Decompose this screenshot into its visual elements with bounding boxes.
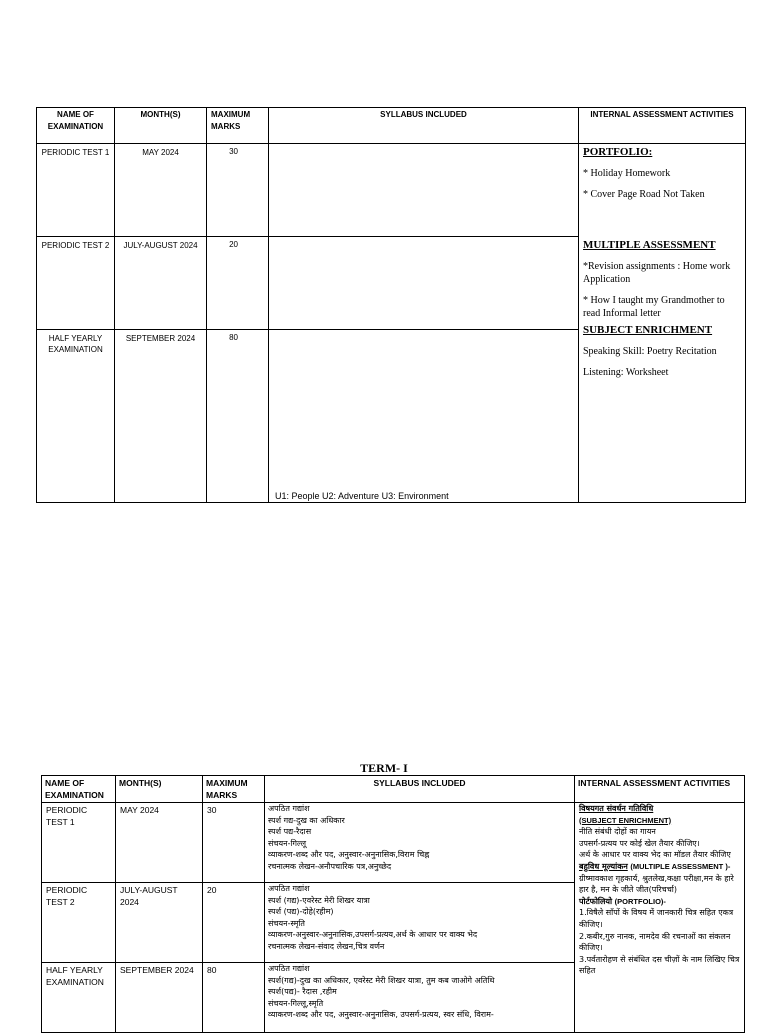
header-max-marks: MAXIMUM MARKS [203, 776, 265, 803]
exam-marks: 30 [207, 144, 269, 237]
syllabus-line: स्पर्श पद्य-रैदास [268, 827, 312, 837]
syllabus-cell [269, 330, 579, 503]
header-activities: INTERNAL ASSESSMENT ACTIVITIES [579, 108, 746, 144]
syllabus-cell [265, 883, 575, 963]
syllabus-line: रचनात्मक लेखन-अनौपचारिक पत्र,अनुच्छेद [268, 861, 392, 871]
exam-month: MAY 2024 [116, 803, 203, 883]
header-months: MONTH(S) [116, 776, 203, 803]
syllabus-line: संचयन-स्मृति [268, 918, 305, 928]
table-row [37, 144, 746, 237]
header-syllabus: SYLLABUS INCLUDED [265, 776, 575, 803]
portfolio-heading: PORTFOLIO: [583, 146, 653, 158]
syllabus-line: रचनात्मक लेखन-संवाद लेखन,चित्र वर्णन [268, 941, 385, 951]
syllabus-line: अपठित गद्यांश [268, 884, 310, 893]
exam-marks: 20 [207, 237, 269, 330]
exam-month: JULY-AUGUST 2024 [116, 883, 203, 963]
exam-name: PERIODIC TEST 1 [37, 144, 115, 237]
syllabus-line: स्पर्श(गद्य)-दुख का अधिकार, एवरेस्ट मेरी शिखर यात्रा, तुम कब जाओगे अतिथि [268, 975, 495, 985]
table-header-row [42, 776, 745, 803]
enrichment-item: अर्थ के आधार पर वाक्य भेद का मॉडल तैयार कीजिए [579, 850, 731, 860]
exam-name: HALF YEARLY EXAMINATION [37, 330, 115, 503]
portfolio-item: 2.कबीर,गुरु नानक, नामदेव की रचनाओं का संकलन कीजिए। [579, 931, 731, 953]
multiple-assessment-subheading: (MULTIPLE ASSESSMENT )- [630, 861, 731, 871]
syllabus-line: व्याकरण-शब्द और पद, अनुस्वार-अनुनासिक,विराम चिह्न [268, 850, 430, 860]
syllabus-line: स्पर्श(पद्य)- रैदास ,रहीम [268, 987, 337, 997]
term-title: TERM- I [360, 761, 408, 775]
header-max-marks: MAXIMUM MARKS [207, 108, 269, 144]
portfolio-subheading: (PORTFOLIO)- [614, 896, 666, 906]
enrichment-heading: विषयगत संवर्धन गतिविधि [579, 804, 654, 813]
subject-enrichment-heading: SUBJECT ENRICHMENT [583, 324, 713, 336]
syllabus-line: व्याकरण-अनुस्वार-अनुनासिक,उपसर्ग-प्रत्यय,अर्थ के आधार पर वाक्य भेद [268, 930, 478, 940]
enrichment-subheading: (SUBJECT ENRICHMENT) [579, 815, 672, 825]
syllabus-line: स्पर्श गद्य-दुख का अधिकार [268, 815, 345, 825]
syllabus-cell [269, 237, 579, 330]
multiple-assessment-heading: MULTIPLE ASSESSMENT [583, 239, 716, 251]
exam-month: MAY 2024 [115, 144, 207, 237]
header-months: MONTH(S) [115, 108, 207, 144]
exam-name: PERIODIC TEST 2 [42, 883, 116, 963]
exam-marks: 30 [203, 803, 265, 883]
activities-cell [579, 144, 746, 503]
portfolio-heading: पोर्टफोलियो [579, 896, 613, 906]
header-activities: INTERNAL ASSESSMENT ACTIVITIES [575, 776, 745, 803]
exam-marks: 80 [207, 330, 269, 503]
syllabus-line: संचयन-गिल्लू,स्मृति [268, 998, 324, 1008]
syllabus-cell [265, 963, 575, 1033]
exam-marks: 20 [203, 883, 265, 963]
subject-enrichment-item: Speaking Skill: Poetry Recitation [583, 346, 717, 357]
header-exam-name: NAME OF EXAMINATION [37, 108, 115, 144]
exam-name: PERIODIC TEST 2 [37, 237, 115, 330]
hindi-assessment-table [41, 775, 745, 1033]
portfolio-item: * Cover Page Road Not Taken [583, 189, 705, 200]
exam-month: SEPTEMBER 2024 [116, 963, 203, 1033]
header-exam-name: NAME OF EXAMINATION [42, 776, 116, 803]
units-text: U1: People U2: Adventure U3: Environment [275, 491, 449, 501]
syllabus-line: व्याकरण-शब्द और पद, अनुस्वार-अनुनासिक, उपसर्ग-प्रत्यय, स्वर संधि, विराम- [268, 1010, 494, 1020]
syllabus-line: संचयन-गिल्लू [268, 838, 307, 848]
exam-month: SEPTEMBER 2024 [115, 330, 207, 503]
syllabus-line: अपठित गद्यांश [268, 804, 310, 813]
syllabus-line: अपठित गद्यांश [268, 964, 310, 973]
header-syllabus: SYLLABUS INCLUDED [269, 108, 579, 144]
enrichment-item: नीति संबंधी दोहों का गायन [579, 827, 656, 837]
multiple-assessment-item: ग्रीष्मावकाश गृहकार्य, श्रुतलेख,कक्षा परीक्षा,मन के हारे हार है, मन के जीते जीत(परिचर्चा) [579, 873, 734, 895]
syllabus-line: स्पर्श (पद्य)-दोहे(रहीम) [268, 907, 334, 917]
portfolio-item: * Holiday Homework [583, 168, 671, 179]
multiple-assessment-heading: बहुविध मूल्यांकन [579, 861, 628, 871]
syllabus-cell [269, 144, 579, 237]
syllabus-cell [265, 803, 575, 883]
portfolio-item: 1.विषैले साँपों के विषय में जानकारी चित्र सहित एकत्र कीजिए। [579, 908, 734, 929]
exam-name: PERIODIC TEST 1 [42, 803, 116, 883]
exam-month: JULY-AUGUST 2024 [115, 237, 207, 330]
multiple-assessment-item: * How I taught my Grandmother to read Informal letter [583, 295, 725, 319]
exam-name: HALF YEARLY EXAMINATION [42, 963, 116, 1033]
enrichment-item: उपसर्ग-प्रत्यय पर कोई खेल तैयार कीजिए। [579, 838, 700, 848]
table-row [42, 803, 745, 883]
activities-cell [575, 803, 745, 1033]
subject-enrichment-item: Listening: Worksheet [583, 367, 669, 378]
portfolio-item: 3.पर्वतारोहण से संबंधित दस चीज़ों के नाम लिखिए चित्र सहित [579, 954, 740, 976]
syllabus-line: स्पर्श (गद्य)-एवरेस्ट मेरी शिखर यात्रा [268, 895, 370, 905]
english-assessment-table [36, 107, 746, 503]
table-header-row [37, 108, 746, 144]
multiple-assessment-item: *Revision assignments : Home work Application [583, 261, 731, 285]
exam-marks: 80 [203, 963, 265, 1033]
